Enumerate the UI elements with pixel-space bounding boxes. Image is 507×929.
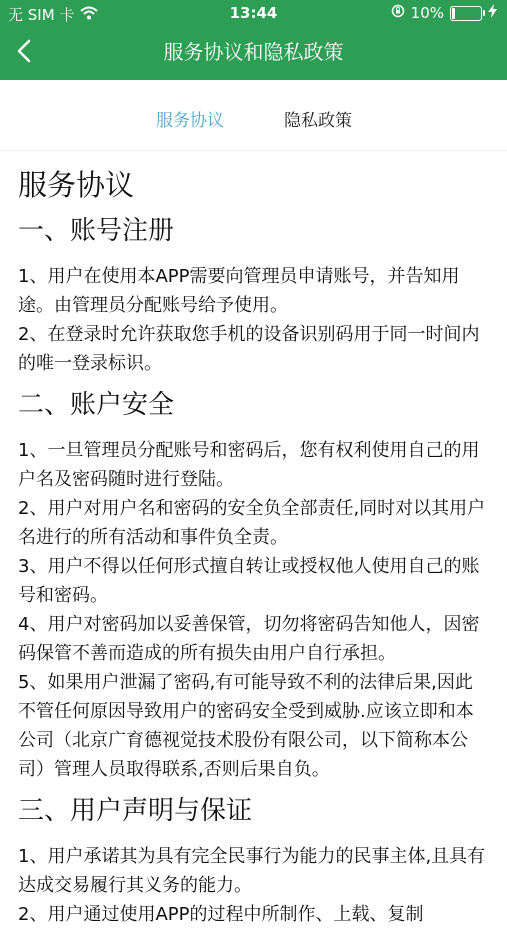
section-heading: 一、账号注册 [18,216,175,246]
status-right [391,4,497,22]
document-content [18,160,490,929]
tab-service-agreement[interactable]: 服务协议 [156,111,224,131]
status-bar [0,0,507,28]
section-heading: 二、账户安全 [18,390,175,420]
tab-privacy-policy[interactable]: 隐私政策 [284,111,352,131]
paragraph: 5、如果用户泄漏了密码,有可能导致不利的法律后果,因此不管任何原因导致用户的密码安全受到威胁.应该立即和本公司（北京广育德视觉技术股份有限公司，以下简称本公司）管理人员取得联系,否则后果自负。 [18,672,474,780]
paragraph: 1、用户在使用本APP需要向管理员申请账号，并告知用途。由管理员分配账号给予使用。 [18,266,460,316]
paragraph: 2、在登录时允许获取您手机的设备识别码用于同一时间内的唯一登录标识。 [18,324,480,374]
section-heading: 三、用户声明与保证 [18,796,253,826]
top-bar [0,0,507,80]
battery-fill [452,8,455,19]
page-title: 服务协议和隐私政策 [163,40,344,64]
paragraph: 1、用户承诺其为具有完全民事行为能力的民事主体,且具有达成交易履行其义务的能力。 [18,846,486,896]
paragraph: 3、用户不得以任何形式擅自转让或授权他人使用自己的账号和密码。 [18,556,480,606]
charging-bolt-icon [488,4,497,22]
battery-icon [450,6,482,21]
carrier-label: 无 SIM 卡 [8,6,75,24]
paragraph: 2、用户通过使用APP的过程中所制作、上载、复制 [18,904,424,925]
paragraph: 1、一旦管理员分配账号和密码后，您有权利使用自己的用户名及密码随时进行登陆。 [18,440,480,490]
paragraph: 4、用户对密码加以妥善保管，切勿将密码告知他人，因密码保管不善而造成的所有损失由用户自行承担。 [18,614,480,664]
document-title: 服务协议 [18,168,135,202]
paragraph: 2、用户对用户名和密码的安全负全部责任,同时对以其用户名进行的所有活动和事件负全责。 [18,498,486,548]
tab-bar [0,80,507,151]
status-time: 13:44 [229,4,278,22]
orientation-lock-icon [391,4,405,22]
battery-percent: 10% [410,4,444,22]
